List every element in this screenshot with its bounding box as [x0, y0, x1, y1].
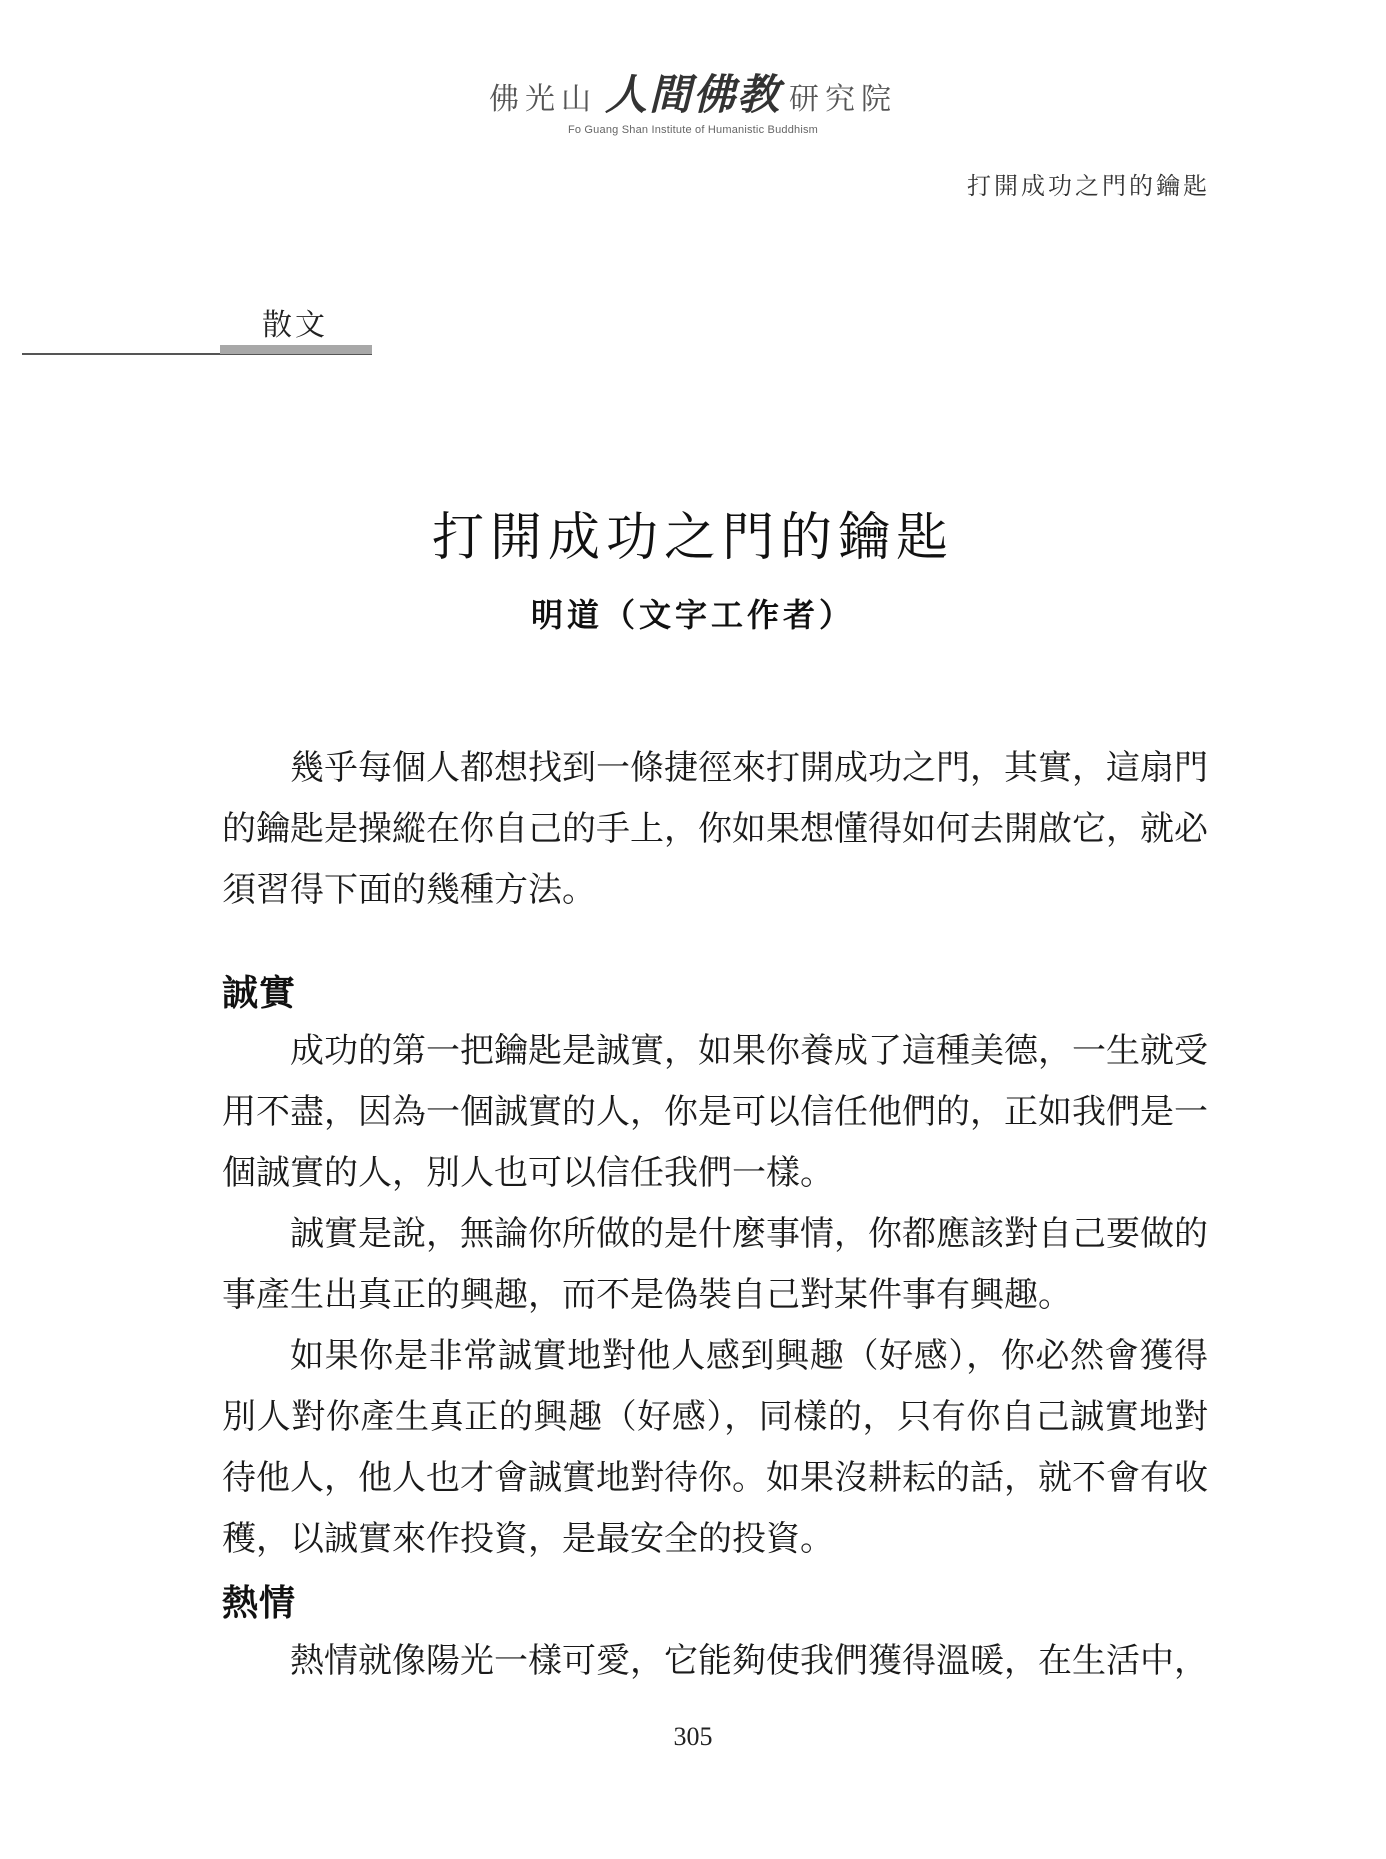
passion-paragraph-1: 熱情就像陽光一樣可愛，它能夠使我們獲得溫暖，在生活中， — [290, 1641, 1208, 1681]
honesty-paragraph-3: 如果你是非常誠實地對他人感到興趣（好感），你必然會獲得別人對你產生真正的興趣（好感），同樣的，只有你自己誠實地對待他人，他人也才會誠實地對待你。如果沒耕耘的話，就不會有收穫，以誠實來作投資，是最安全的投資。 — [222, 1336, 1208, 1559]
honesty-paragraph-2: 誠實是說，無論你所做的是什麼事情，你都應該對自己要做的事產生出真正的興趣，而不是偽裝自己對某件事有興趣。 — [222, 1214, 1208, 1315]
intro-paragraph: 幾乎每個人都想找到一條捷徑來打開成功之門，其實，這扇門的鑰匙是操縱在你自己的手上，你如果想懂得如何去開啟它，就必須習得下面的幾種方法。 — [222, 748, 1208, 910]
honesty-paragraph-1: 成功的第一把鑰匙是誠實，如果你養成了這種美德，一生就受用不盡，因為一個誠實的人，你是可以信任他們的，正如我們是一個誠實的人，別人也可以信任我們一樣。 — [222, 1031, 1208, 1193]
section-label: 散文 — [262, 308, 328, 343]
page-number: 305 — [673, 1722, 713, 1751]
logo-brand-text: 人間佛教 — [604, 70, 781, 119]
logo-title — [489, 62, 897, 122]
section-divider-accent — [220, 345, 372, 354]
section-heading-honesty: 誠實 — [222, 972, 297, 1014]
article-title: 打開成功之門的鑰匙 — [431, 507, 954, 568]
logo-english-subtitle: Fo Guang Shan Institute of Humanistic Buddhism — [567, 124, 819, 136]
running-head: 打開成功之門的鑰匙 — [967, 172, 1210, 200]
logo-left-text: 佛光山 — [488, 82, 597, 117]
article-author: 明道（文字工作者） — [530, 596, 855, 634]
logo-right-text: 研究院 — [789, 82, 897, 117]
institute-logo — [0, 62, 1386, 136]
section-heading-passion: 熱情 — [222, 1582, 297, 1624]
